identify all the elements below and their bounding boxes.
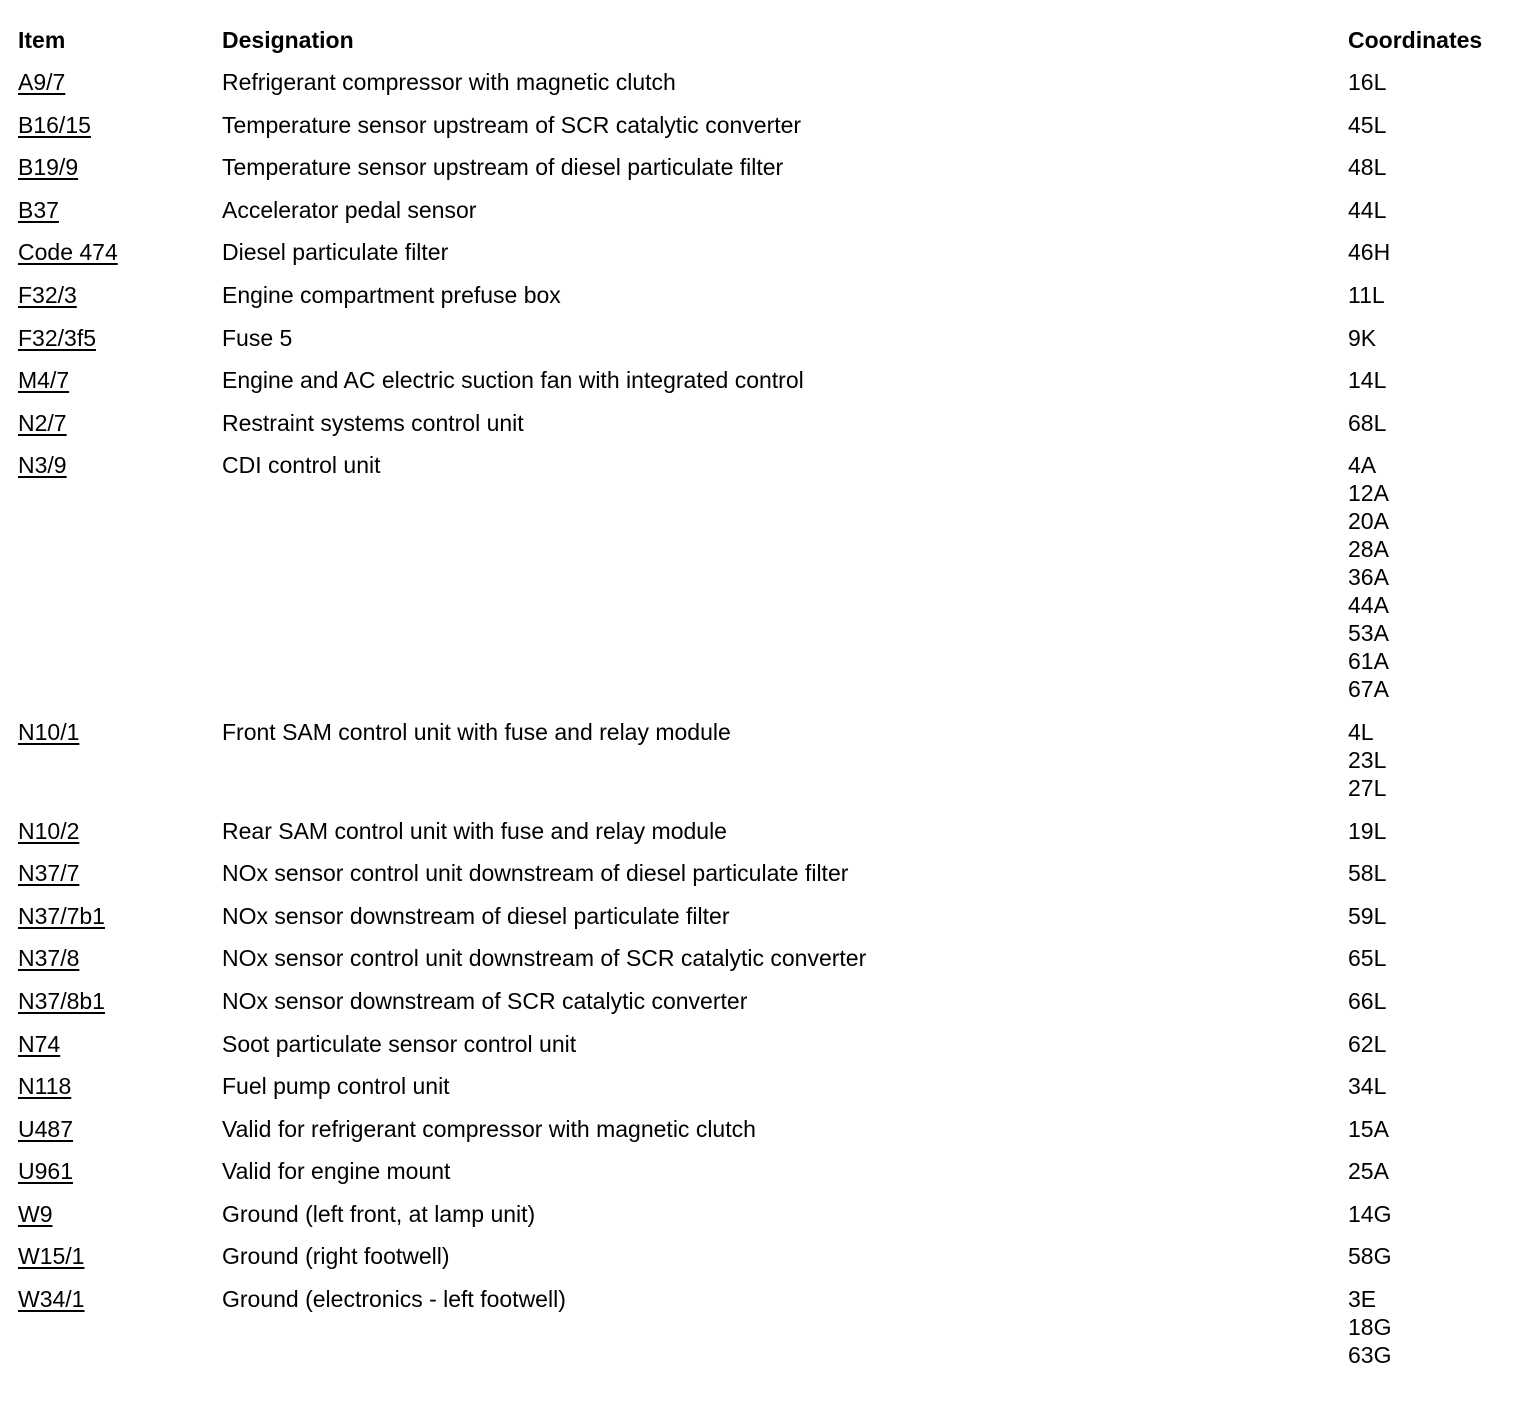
- coordinate-value: 15A: [1348, 1115, 1389, 1142]
- item-column-header: Item: [18, 27, 66, 53]
- coordinates-cell: [1348, 1242, 1518, 1285]
- coordinate-value: 28A: [1348, 536, 1389, 563]
- item-link[interactable]: W34/1: [18, 1286, 85, 1313]
- coordinates-cell: [1348, 902, 1518, 945]
- designation-cell: Ground (electronics - left footwell): [222, 1286, 566, 1313]
- coordinate-value: 65L: [1348, 945, 1387, 972]
- item-cell: [18, 196, 222, 239]
- designation-cell: Diesel particulate filter: [222, 239, 449, 266]
- table-row: [18, 451, 1518, 718]
- designation-cell: Fuel pump control unit: [222, 1073, 450, 1100]
- coordinates-cell: [1348, 153, 1518, 196]
- coordinate-value: 18G: [1348, 1314, 1392, 1341]
- table-row: [18, 153, 1518, 196]
- coordinate-value: 23L: [1348, 746, 1387, 773]
- coordinate-value: 44L: [1348, 196, 1387, 223]
- designation-cell: Valid for refrigerant compressor with magnetic clutch: [222, 1115, 756, 1142]
- table-row: [18, 366, 1518, 409]
- coordinate-value: 4A: [1348, 452, 1377, 479]
- item-link[interactable]: N118: [18, 1073, 72, 1100]
- designation-cell: NOx sensor downstream of SCR catalytic converter: [222, 987, 748, 1014]
- coordinates-column-header: Coordinates: [1348, 27, 1483, 53]
- coordinates-cell: [1348, 451, 1518, 718]
- designation-cell: NOx sensor control unit downstream of SCR catalytic converter: [222, 945, 867, 972]
- item-link[interactable]: N10/2: [18, 817, 80, 844]
- designation-cell: Soot particulate sensor control unit: [222, 1030, 577, 1057]
- coordinate-value: 58G: [1348, 1243, 1392, 1270]
- table-row: [18, 987, 1518, 1030]
- coordinate-value: 16L: [1348, 69, 1387, 95]
- item-cell: [18, 817, 222, 860]
- designation-cell: Valid for engine mount: [222, 1158, 451, 1185]
- coordinates-cell: [1348, 987, 1518, 1030]
- coordinates-cell: [1348, 366, 1518, 409]
- item-link[interactable]: U487: [18, 1115, 73, 1142]
- item-cell: [18, 902, 222, 945]
- designation-cell: Restraint systems control unit: [222, 409, 524, 436]
- coordinate-value: 59L: [1348, 902, 1387, 929]
- item-link[interactable]: F32/3f5: [18, 324, 96, 351]
- item-cell: [18, 409, 222, 452]
- coordinates-cell: [1348, 1072, 1518, 1115]
- table-row: [18, 1157, 1518, 1200]
- item-link[interactable]: W9: [18, 1200, 53, 1227]
- table-row: [18, 111, 1518, 154]
- coordinates-cell: [1348, 409, 1518, 452]
- coordinate-value: 58L: [1348, 860, 1387, 887]
- table-row: [18, 817, 1518, 860]
- item-cell: [18, 153, 222, 196]
- coordinate-value: 9K: [1348, 324, 1377, 351]
- table-row: [18, 1115, 1518, 1158]
- coordinate-value: 27L: [1348, 774, 1387, 801]
- item-link[interactable]: B16/15: [18, 111, 91, 138]
- coordinate-value: 19L: [1348, 817, 1387, 844]
- coordinate-value: 53A: [1348, 620, 1389, 647]
- designation-cell: Front SAM control unit with fuse and relay module: [222, 718, 731, 745]
- table-row: [18, 238, 1518, 281]
- item-link[interactable]: N10/1: [18, 718, 80, 745]
- table-header-row: [18, 26, 1518, 68]
- table-row: [18, 68, 1518, 111]
- designation-cell: Fuse 5: [222, 324, 293, 351]
- item-cell: [18, 944, 222, 987]
- item-cell: [18, 366, 222, 409]
- table-row: [18, 409, 1518, 452]
- item-cell: [18, 987, 222, 1030]
- item-link[interactable]: N37/8: [18, 945, 80, 972]
- coordinate-value: 20A: [1348, 508, 1389, 535]
- item-cell: [18, 1072, 222, 1115]
- designation-cell: Accelerator pedal sensor: [222, 196, 477, 223]
- coordinate-value: 11L: [1348, 281, 1385, 308]
- table-row: [18, 324, 1518, 367]
- table-row: [18, 1072, 1518, 1115]
- item-cell: [18, 451, 222, 718]
- item-link[interactable]: N37/7: [18, 860, 80, 887]
- table-row: [18, 281, 1518, 324]
- item-link[interactable]: U961: [18, 1158, 73, 1185]
- coordinate-value: 36A: [1348, 564, 1389, 591]
- coordinates-cell: [1348, 1157, 1518, 1200]
- coordinates-cell: [1348, 324, 1518, 367]
- coordinate-value: 12A: [1348, 480, 1389, 507]
- item-cell: [18, 68, 222, 111]
- designation-cell: CDI control unit: [222, 452, 381, 479]
- designation-cell: Rear SAM control unit with fuse and relay module: [222, 817, 727, 844]
- item-cell: [18, 238, 222, 281]
- table-row: [18, 944, 1518, 987]
- item-link[interactable]: N37/8b1: [18, 987, 105, 1014]
- item-cell: [18, 718, 222, 817]
- coordinates-cell: [1348, 944, 1518, 987]
- designation-column-header: Designation: [222, 27, 354, 53]
- coordinate-value: 14G: [1348, 1200, 1392, 1227]
- coordinate-value: 46H: [1348, 239, 1391, 266]
- designation-cell: Ground (right footwell): [222, 1243, 450, 1270]
- designation-cell: NOx sensor control unit downstream of diesel particulate filter: [222, 860, 849, 887]
- designation-cell: Engine compartment prefuse box: [222, 281, 561, 308]
- item-link[interactable]: Code 474: [18, 239, 118, 266]
- table-row: [18, 1242, 1518, 1285]
- designation-cell: Temperature sensor upstream of diesel particulate filter: [222, 154, 784, 181]
- coordinates-cell: [1348, 281, 1518, 324]
- designation-cell: Engine and AC electric suction fan with integrated control: [222, 367, 804, 394]
- coordinates-cell: [1348, 1200, 1518, 1243]
- item-link[interactable]: W15/1: [18, 1243, 85, 1270]
- item-link[interactable]: F32/3: [18, 281, 77, 308]
- item-cell: [18, 1030, 222, 1073]
- coordinates-cell: [1348, 1285, 1518, 1384]
- item-link[interactable]: B19/9: [18, 154, 79, 181]
- coordinate-value: 34L: [1348, 1073, 1387, 1100]
- coordinates-cell: [1348, 1115, 1518, 1158]
- item-cell: [18, 111, 222, 154]
- component-legend-table: [18, 26, 1518, 1384]
- coordinates-cell: [1348, 859, 1518, 902]
- item-cell: [18, 1200, 222, 1243]
- table-body: [18, 68, 1518, 1384]
- coordinate-value: 48L: [1348, 154, 1387, 181]
- coordinate-value: 3E: [1348, 1286, 1377, 1313]
- item-cell: [18, 281, 222, 324]
- coordinate-value: 68L: [1348, 409, 1387, 436]
- table-row: [18, 718, 1518, 817]
- item-link[interactable]: M4/7: [18, 367, 70, 394]
- item-link[interactable]: N74: [18, 1030, 61, 1057]
- item-cell: [18, 859, 222, 902]
- coordinates-cell: [1348, 817, 1518, 860]
- item-cell: [18, 1157, 222, 1200]
- item-cell: [18, 1285, 222, 1384]
- coordinate-value: 66L: [1348, 987, 1387, 1014]
- coordinates-cell: [1348, 718, 1518, 817]
- coordinates-cell: [1348, 68, 1518, 111]
- table-row: [18, 1030, 1518, 1073]
- coordinates-cell: [1348, 1030, 1518, 1073]
- item-link[interactable]: B37: [18, 196, 59, 223]
- table-row: [18, 1285, 1518, 1384]
- item-cell: [18, 1242, 222, 1285]
- coordinates-cell: [1348, 238, 1518, 281]
- table-row: [18, 859, 1518, 902]
- coordinate-value: 61A: [1348, 648, 1389, 675]
- item-link[interactable]: N37/7b1: [18, 902, 105, 929]
- coordinate-value: 4L: [1348, 718, 1374, 745]
- coordinates-cell: [1348, 196, 1518, 239]
- table-row: [18, 1200, 1518, 1243]
- table-row: [18, 196, 1518, 239]
- table-row: [18, 902, 1518, 945]
- coordinate-value: 14L: [1348, 367, 1387, 394]
- coordinate-value: 62L: [1348, 1030, 1387, 1057]
- item-link[interactable]: N3/9: [18, 452, 67, 479]
- coordinate-value: 63G: [1348, 1342, 1392, 1369]
- coordinate-value: 67A: [1348, 676, 1389, 703]
- coordinate-value: 25A: [1348, 1158, 1389, 1185]
- item-cell: [18, 324, 222, 367]
- designation-cell: Refrigerant compressor with magnetic clutch: [222, 69, 676, 95]
- item-cell: [18, 1115, 222, 1158]
- designation-cell: Temperature sensor upstream of SCR catalytic converter: [222, 111, 802, 138]
- designation-cell: NOx sensor downstream of diesel particulate filter: [222, 902, 730, 929]
- item-link[interactable]: A9/7: [18, 69, 66, 95]
- coordinates-cell: [1348, 111, 1518, 154]
- item-link[interactable]: N2/7: [18, 409, 67, 436]
- coordinate-value: 44A: [1348, 592, 1389, 619]
- coordinate-value: 45L: [1348, 111, 1387, 138]
- designation-cell: Ground (left front, at lamp unit): [222, 1200, 536, 1227]
